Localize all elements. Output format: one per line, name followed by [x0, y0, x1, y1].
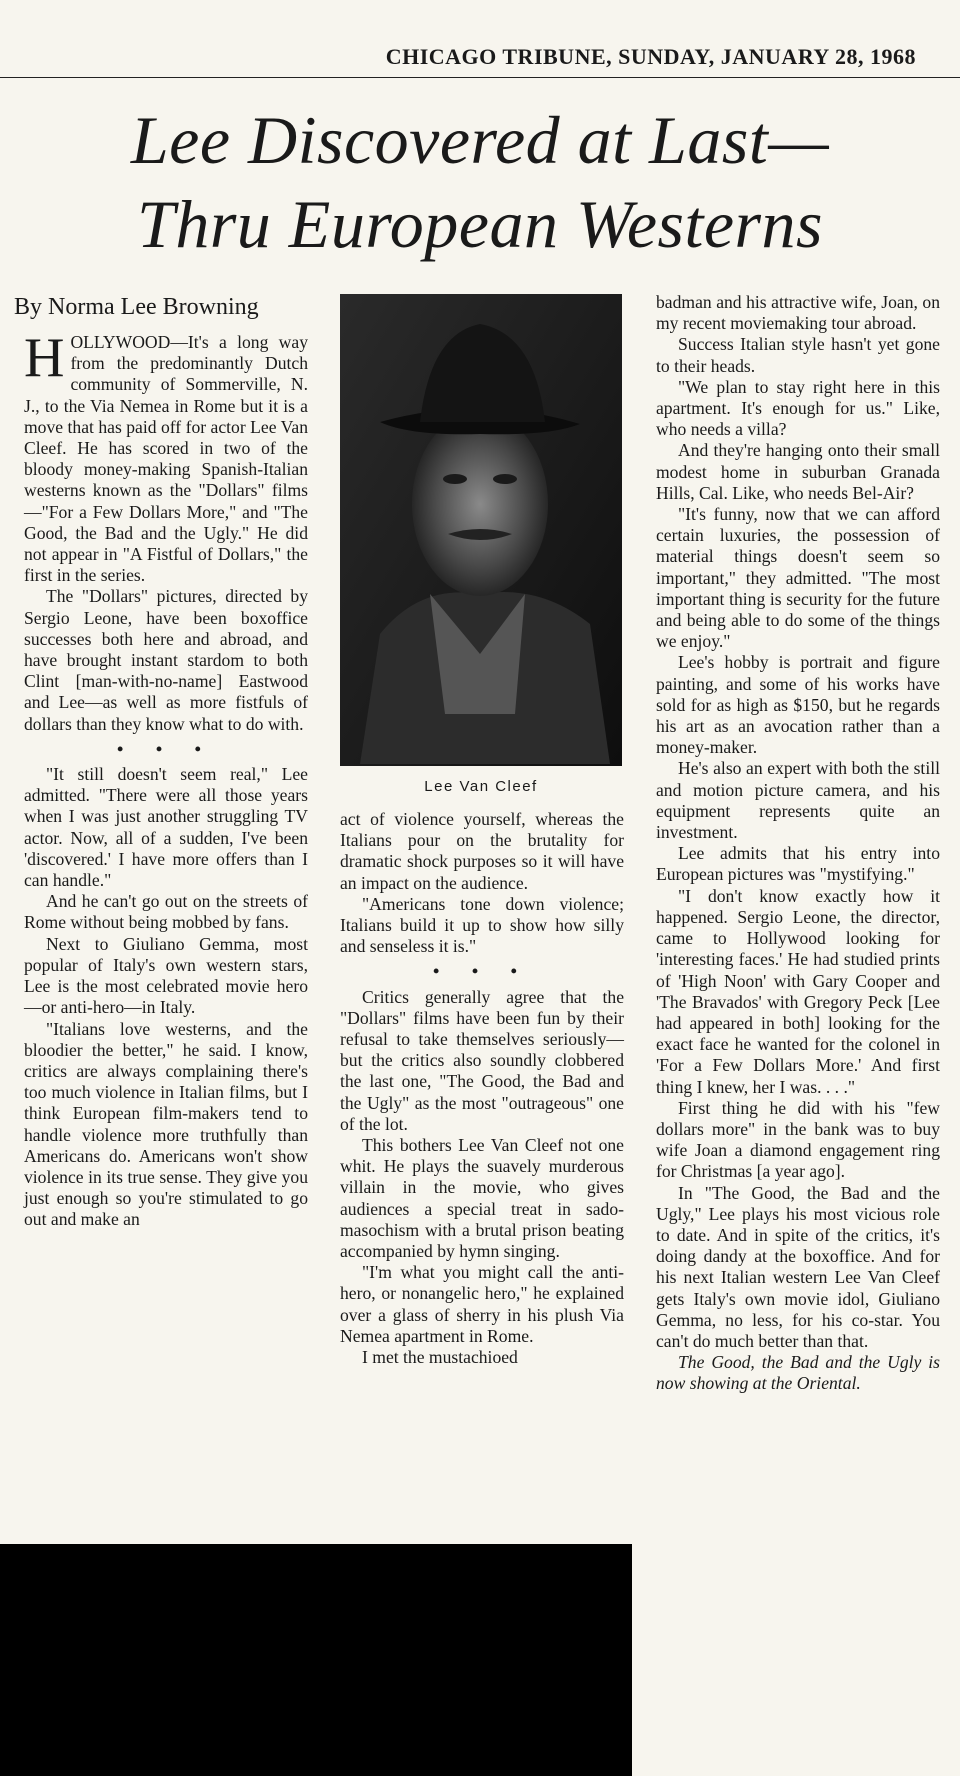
article-column-1 [24, 327, 308, 1231]
byline: By Norma Lee Browning [14, 294, 259, 320]
article-column-2 [340, 809, 624, 1368]
showing-tagline: The Good, the Bad and the Ugly is now showing at the Oriental. [656, 1352, 940, 1394]
paragraph: In "The Good, the Bad and the Ugly," Lee plays his most vicious role to date. And in spite of the critics, it's doing dandy at the boxoffice. And for his next Italian western Lee Van Cleef gets Italy's own movie idol, Giuliano Gemma, no less, for his co-star. You can't do much better than that. [656, 1182, 940, 1351]
paragraph: "Italians love westerns, and the bloodier the better," he said. I know, critics are always complaining there's too much violence in Italian films, but I think European film-makers tend to handle violence more truthfully than Americans do. Americans won't show violence in its true sense. They give you just enough so you're stimulated to go out and make an [24, 1018, 308, 1230]
paragraph: "Americans tone down violence; Italians build it up to show how silly and senseless it is." [340, 893, 624, 957]
redacted-block [0, 1544, 632, 1776]
section-separator: • • • [433, 961, 531, 982]
headline-line-1: Lee Discovered at Last— [130, 102, 830, 178]
paragraph: act of violence yourself, whereas the Italians pour on the brutality for dramatic shock purposes so it will have an impact on the audience. [340, 809, 624, 893]
paragraph: "I don't know exactly how it happened. Sergio Leone, the director, came to Hollywood looking for 'interesting faces.' He had studied prints of 'High Noon' with Gary Cooper and 'The Bravados' with Gregory Peck [Lee had appeared in both] looking for the exact face he wanted for the colonel in 'For a Few Dollars More.' And first thing I knew, her I was. . . ." [656, 885, 940, 1097]
paragraph: First thing he did with his "few dollars more" in the bank was to buy wife Joan a diamond engagement ring for Christmas [a year ago]. [656, 1097, 940, 1182]
paragraph: And he can't go out on the streets of Rome without being mobbed by fans. [24, 891, 308, 933]
paragraph-text: OLLYWOOD—It's a long way from the predominantly Dutch community of Sommerville, N. J., to the Via Nemea in Rome but it is a move that has paid off for actor Lee Van Cleef. He has scored in two of the bloody money-making Spanish-Italian westerns known as the "Dollars" films—"For a Few Dollars More," and "The Good, the Bad and the Ugly." He did not appear in "A Fistful of Dollars," the first in the series. [24, 332, 308, 586]
paragraph: Success Italian style hasn't yet gone to their heads. [656, 334, 940, 376]
photo-caption: Lee Van Cleef [424, 778, 538, 795]
paragraph: badman and his attractive wife, Joan, on my recent moviemaking tour abroad. [656, 292, 940, 334]
headline-line-2: Thru European Westerns [137, 186, 823, 262]
photo-lee-van-cleef [340, 294, 622, 766]
article-column-3 [656, 292, 940, 1395]
paragraph: Lee's hobby is portrait and figure painting, and some of his works have sold for as high as $150, but he regards his art as an avocation rather than a money-maker. [656, 652, 940, 758]
masthead: CHICAGO TRIBUNE, SUNDAY, JANUARY 28, 1968 [385, 44, 916, 69]
paragraph: Next to Giuliano Gemma, most popular of Italy's own western stars, Lee is the most celebrated movie hero—or anti-hero—in Italy. [24, 933, 308, 1018]
paragraph: Critics generally agree that the "Dollars" films have been fun by their refusal to take themselves seriously—but the critics also soundly clobbered the last one, "The Good, the Bad and the Ugly" as the most "outrageous" one of the lot. [340, 986, 624, 1134]
dropcap: H [24, 327, 65, 389]
paragraph: And they're hanging onto their small modest home in suburban Granada Hills, Cal. Like, who needs Bel-Air? [656, 440, 940, 503]
portrait-image [340, 294, 622, 766]
paragraph: "I'm what you might call the anti-hero, or nonangelic hero," he explained over a glass of sherry in his plush Via Nemea apartment in Rome. [340, 1262, 624, 1346]
paragraph: This bothers Lee Van Cleef not one whit. He plays the suavely murderous villain in the movie, who gives audiences a special treat in sado-masochism with a brutal prison beating accompanied by hymn singing. [340, 1135, 624, 1262]
headline [0, 98, 960, 266]
paragraph: He's also an expert with both the still and motion picture camera, and his equipment represents quite an investment. [656, 758, 940, 843]
paragraph: "It's funny, now that we can afford certain luxuries, the possession of material things doesn't seem so important," they admitted. "The most important thing is security for the future and being able to do some of the things we enjoy." [656, 504, 940, 652]
masthead-rule [0, 77, 960, 78]
paragraph: The "Dollars" pictures, directed by Sergio Leone, have been boxoffice successes both here and abroad, and have brought instant stardom to both Clint [man-with-no-name] Eastwood and Lee—as well as more fistfuls of dollars than they know what to do with. [24, 586, 308, 734]
paragraph: "We plan to stay right here in this apartment. It's enough for us." Like, who needs a villa? [656, 376, 940, 440]
paragraph [24, 327, 308, 586]
paragraph: I met the mustachioed [362, 1347, 518, 1368]
paragraph: Lee admits that his entry into European pictures was "mystifying." [656, 843, 940, 885]
paragraph: "It still doesn't seem real," Lee admitted. "There were all those years when I was just another struggling TV actor. Now, all of a sudden, I've been 'discovered.' I have more offers than I can handle." [24, 764, 308, 891]
section-separator: • • • [117, 738, 215, 759]
